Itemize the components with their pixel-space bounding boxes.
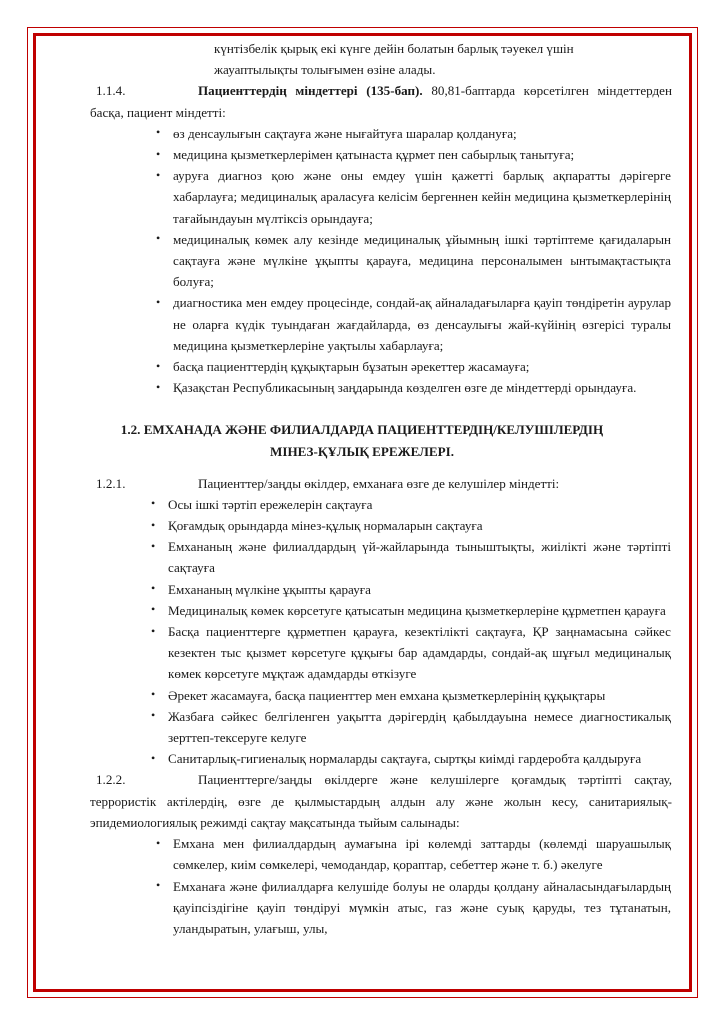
list-item: • ауруға диагноз қою және оны емдеу үшін қажетті барлық ақпаратты дәрігерге хабарлауға; медициналық араласуға келісім бергеннен кейін медицина қызметкерлерінің тағайындауын мүлтіксіз орындауға;	[153, 165, 671, 229]
section-1-2-heading	[52, 419, 672, 462]
list-item: • диагностика мен емдеу процесінде, сондай-ақ айналадағыларға қауіп төндіретін аурулар не оларға күдік туындаған жағдайларда, өз денсаулығы жай-күйінің өзгерісі туралы медицина қызметкерлеріне уақтылы хабарлауға;	[153, 292, 671, 356]
list-item: • Емхананың және филиалдардың үй-жайларында тыныштықты, жиілікті және тәртіпті сақтауға	[148, 536, 671, 578]
clause-1-2-2-text: Пациенттерге/заңды өкілдерге және келушілерге қоғамдық тәртіпті сақтау, террористік актілердің, өзге де қылмыстардың алдын алу және жолын кесу, санитариялық-эпидемиологиялық режимді сақтау мақсатында тыйым салынады:	[90, 772, 672, 830]
continued-paragraph-line1: күнтізбелік қырық екі күнге дейін болатын барлық тәуекел үшін	[214, 41, 574, 56]
list-item: • Емхана мен филиалдардың аумағына ірі көлемді заттарды (көлемді шаруашылық сөмкелер, киім сөмкелері, чемодандар, қораптар, себеттер және т. б.) әкелуге	[153, 833, 671, 875]
list-item: • Санитарлық-гигиеналық нормаларды сақтауға, сыртқы киімді гардеробта қалдыруға	[148, 748, 671, 769]
list-item: • медициналық көмек алу кезінде медициналық ұйымның ішкі тәртіптеме қағидаларын сақтауға және мүлкіне ұқыпты қарауға, медицина персоналымен ынтымақтастықта болуға;	[153, 229, 671, 293]
clause-1-2-2	[52, 769, 672, 833]
list-item: • Медициналық көмек көрсетуге қатысатын медицина қызметкерлеріне құрметпен қарауға	[148, 600, 671, 621]
clause-1-1-4	[52, 80, 672, 122]
clause-1-2-2-bullet-list	[153, 833, 671, 939]
list-item: • Жазбаға сәйкес белгіленген уақытта дәрігердің қабылдауына немесе диагностикалық зерттеп-тексеруге келуге	[148, 706, 671, 748]
heading-spacer	[52, 463, 672, 473]
clause-1-1-4-rest: 80,81-баптарда көрсетілген міндеттерден басқа, пациент міндетті:	[90, 83, 673, 120]
section-1-2-heading-line1: 1.2. ЕМХАНАДА ЖӘНЕ ФИЛИАЛДАРДА ПАЦИЕНТТЕРДІҢ/КЕЛУШІЛЕРДІҢ	[120, 422, 604, 438]
clause-1-2-1-text: Пациенттер/заңды өкілдер, емханаға өзге де келушілер міндетті:	[198, 475, 560, 491]
clause-1-2-1	[52, 473, 672, 494]
clause-1-2-2-number: 1.2.2.	[96, 772, 126, 788]
list-item: • Қоғамдық орындарда мінез-құлық нормаларын сақтауға	[148, 515, 671, 536]
clause-1-1-4-number: 1.1.4.	[96, 83, 126, 99]
list-item: • Осы ішкі тәртіп ережелерін сақтауға	[148, 494, 671, 515]
continued-paragraph	[52, 38, 672, 80]
section-spacer	[52, 398, 672, 419]
list-item: • Емханаға және филиалдарға келушіде болуы не оларды қолдану айналасындағылардың қауіпсіздігіне қауіп төндіруі мүмкін атыс, газ және суық қаруды, тез тұтанатын, уландыратын, улағыш, улы,	[153, 876, 671, 940]
clause-1-1-4-bullet-list	[153, 123, 671, 399]
clause-1-2-1-number: 1.2.1.	[96, 475, 126, 491]
clause-1-1-4-text	[90, 80, 672, 122]
list-item: • басқа пациенттердің құқықтарын бұзатын әрекеттер жасамауға;	[153, 356, 671, 377]
list-item: • медицина қызметкерлерімен қатынаста құрмет пен сабырлық танытуға;	[153, 144, 671, 165]
clause-1-2-1-bullet-list	[148, 494, 671, 770]
list-item: • өз денсаулығын сақтауға және нығайтуға шаралар қолдануға;	[153, 123, 671, 144]
list-item: • Емхананың мүлкіне ұқыпты қарауға	[148, 579, 671, 600]
continued-paragraph-line2: жауаптылықты толығымен өзіне алады.	[214, 62, 436, 78]
list-item: • Басқа пациенттерге құрметпен қарауға, кезектілікті сақтауға, ҚР заңнамасына сәйкес кезектен тыс қызмет көрсетуге құқығы бар адамдарды, сондай-ақ шұғыл медициналық көмек көрсетуге мұқтаж адамдарды өткізуге	[148, 621, 671, 685]
list-item: • Әрекет жасамауға, басқа пациенттер мен емхана қызметкерлерінің құқықтары	[148, 685, 671, 706]
clause-1-1-4-bold-title: Пациенттердің міндеттері (135-бап).	[198, 83, 423, 99]
document-body	[52, 38, 672, 939]
list-item: • Қазақстан Республикасының заңдарында көзделген өзге де міндеттерді орындауға.	[153, 377, 671, 398]
section-1-2-heading-line2: МІНЕЗ-ҚҰЛЫҚ ЕРЕЖЕЛЕРІ.	[270, 444, 454, 460]
